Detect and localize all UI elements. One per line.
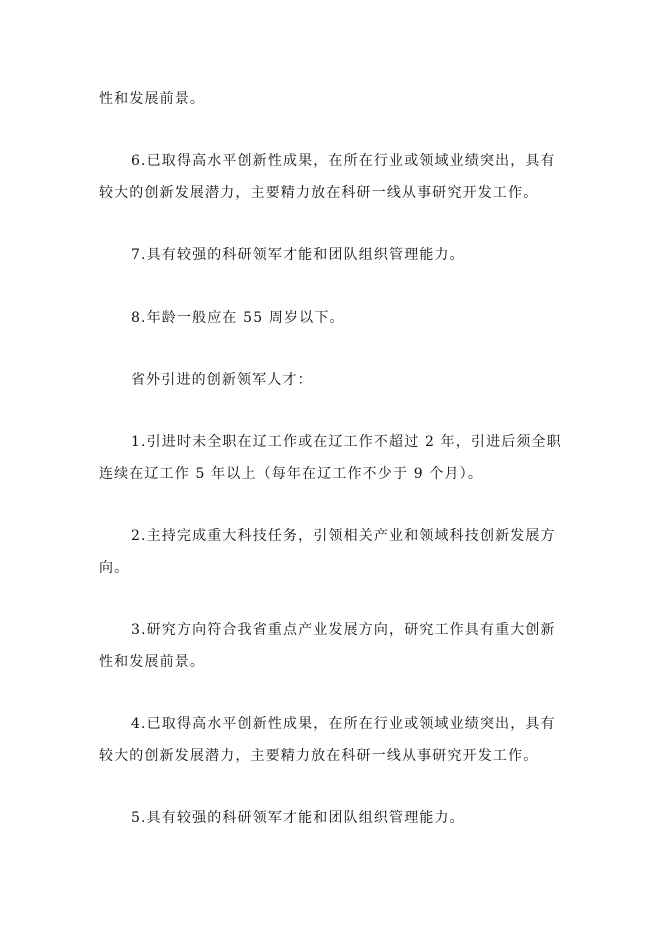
item-1-line-1: 1.引进时未全职在辽工作或在辽工作不超过 2 年，引进后须全职: [131, 434, 562, 450]
item-1-line-2: 连续在辽工作 5 年以上（每年在辽工作不少于 9 个月）。: [99, 466, 483, 482]
item-8-line: 8.年龄一般应在 55 周岁以下。: [131, 310, 345, 326]
item-3-line-2: 性和发展前景。: [99, 654, 206, 670]
item-6-line-1: 6.已取得高水平创新性成果，在所在行业或领域业绩突出，具有: [131, 153, 556, 169]
paragraph-continuation-line: 性和发展前景。: [99, 91, 206, 107]
item-4-line-1: 4.已取得高水平创新性成果，在所在行业或领域业绩突出，具有: [131, 716, 556, 732]
item-7-line: 7.具有较强的科研领军才能和团队组织管理能力。: [131, 247, 465, 263]
item-2-line-2: 向。: [99, 560, 130, 576]
item-2-line-1: 2.主持完成重大科技任务，引领相关产业和领域科技创新发展方: [131, 528, 556, 544]
item-5-line: 5.具有较强的科研领军才能和团队组织管理能力。: [131, 810, 465, 826]
item-3-line-1: 3.研究方向符合我省重点产业发展方向，研究工作具有重大创新: [131, 622, 556, 638]
item-4-line-2: 较大的创新发展潜力，主要精力放在科研一线从事研究开发工作。: [99, 748, 539, 764]
section-heading: 省外引进的创新领军人才：: [131, 372, 313, 388]
item-6-line-2: 较大的创新发展潜力，主要精力放在科研一线从事研究开发工作。: [99, 185, 539, 201]
